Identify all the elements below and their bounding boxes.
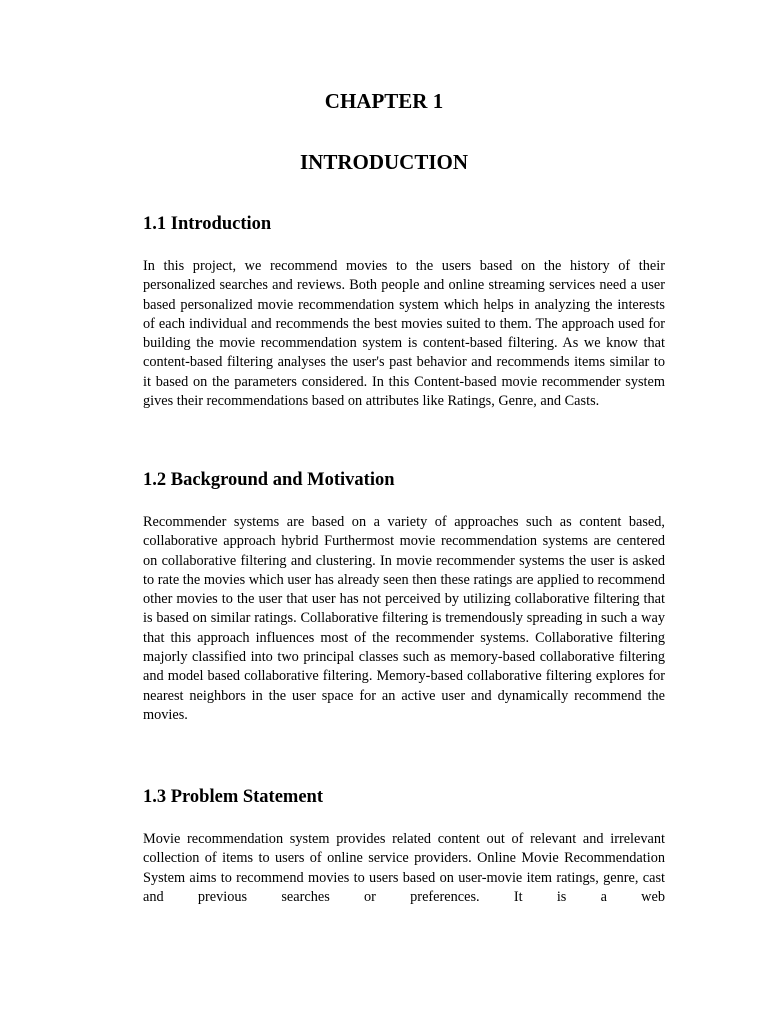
section-body-background-motivation: Recommender systems are based on a variety of approaches such as content based, collaborative approach hybrid Furthermost movie recommendation systems are centered on collaborative filtering and clustering. In movie recommender systems the user is asked to rate the movies which user has already seen then these ratings are applied to recommend other movies to the user that user has not perceived by utilizing collaborative filtering that is based on similar ratings. Collaborative filtering is tremendously spreading in such a way that this approach influences most of the recommender systems. Collaborative filtering majorly classified into two principal classes such as memory-based collaborative filtering and model based collaborative filtering. Memory-based collaborative filtering explores for nearest neighbors in the user space for an active user and dynamically recommend the movies. (143, 514, 665, 723)
section-heading-background-motivation: 1.2 Background and Motivation (143, 470, 395, 490)
section-body-introduction: In this project, we recommend movies to the users based on the history of their personalized searches and reviews. Both people and online streaming services need a user based personalized movie recommendation system which helps in analyzing the interests of each individual and recommends the best movies suited to them. The approach used for building the movie recommendation system is content-based filtering. As we know that content-based filtering analyses the user's past behavior and recommends items similar to it based on the parameters considered. In this Content-based movie recommender system gives their recommendations based on attributes like Ratings, Genre, and Casts. (143, 258, 665, 410)
chapter-title: INTRODUCTION (299, 150, 469, 174)
section-body-problem-statement: Movie recommendation system provides related content out of relevant and irrelevant collection of items to users of online service providers. Online Movie Recommendation System aims to recommend movies to users based on user-movie item ratings, genre, cast and previous searches or preferences. It is a web (143, 831, 665, 905)
chapter-label: CHAPTER 1 (324, 89, 444, 113)
section-heading-introduction: 1.1 Introduction (143, 214, 272, 234)
section-heading-problem-statement: 1.3 Problem Statement (143, 787, 323, 807)
